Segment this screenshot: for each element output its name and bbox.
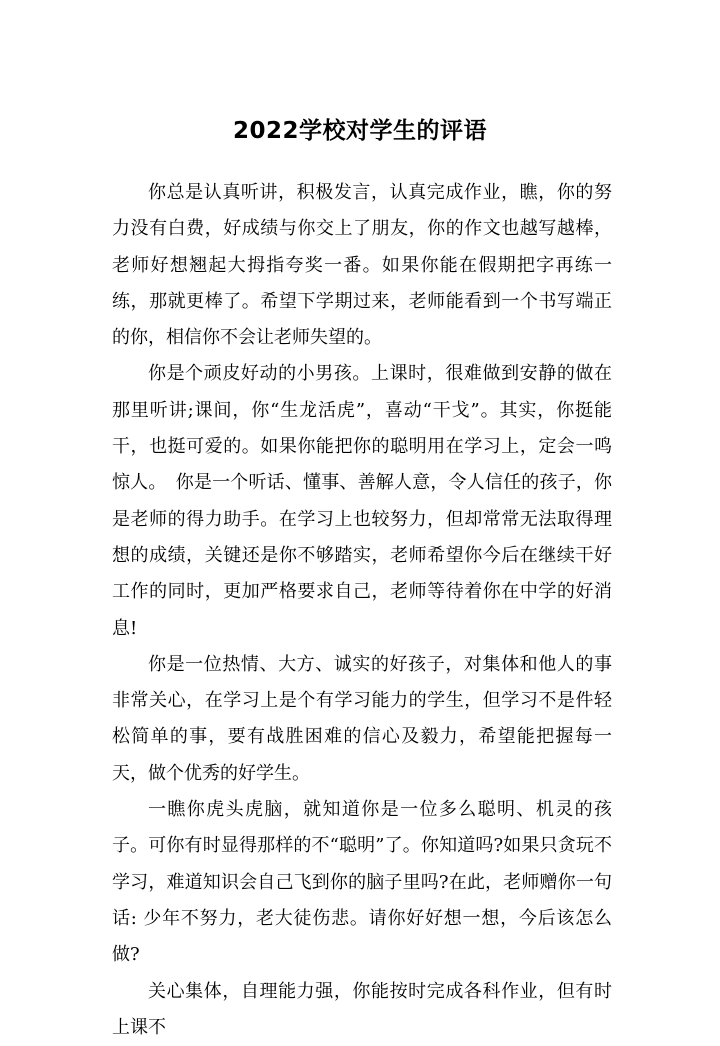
paragraph-1: 你总是认真听讲，积极发言，认真完成作业，瞧，你的努力没有白费，好成绩与你交上了朋友，你的作文也越写越棒，老师好想翘起大拇指夸奖一番。如果你能在假期把字再练一练，那就更棒了。希望下学期过来，老师能看到一个书写端正的你，相信你不会让老师失望的。 [112,182,612,349]
paragraph-2 [112,356,612,646]
document-body [112,175,612,1046]
paragraph-5: 关心集体，自理能力强，你能按时完成各科作业，但有时上课不 [112,980,612,1038]
paragraph-4: 一瞧你虎头虎脑，就知道你是一位多么聪明、机灵的孩子。可你有时显得那样的不“聪明”了。你知道吗?如果只贪玩不学习，难道知识会自己飞到你的脑子里吗?在此，老师赠你一句话: 少年不努力，老大徒伤悲。请你好好想一想，今后该怎么做? [112,799,612,966]
paragraph-2-continuation: 你是一个听话、懂事、善解人意，令人信任的孩子，你是老师的得力助手。在学习上也较努力，但却常常无法取得理想的成绩，关键还是你不够踏实，老师希望你今后在继续干好工作的同时，更加严格要求自己，老师等待着你在中学的好消息! [112,472,613,639]
paragraph-3: 你是一位热情、大方、诚实的好孩子，对集体和他人的事非常关心，在学习上是个有学习能力的学生，但学习不是件轻松简单的事，要有战胜困难的信心及毅力，希望能把握每一天，做个优秀的好学生。 [112,653,612,784]
paragraph-2-text: 你是个顽皮好动的小男孩。上课时，很难做到安静的做在那里听讲;课间，你“生龙活虎”，喜动“干戈”。其实，你挺能干，也挺可爱的。如果你能把你的聪明用在学习上，定会一鸣惊人。 [112,363,612,494]
document-title: 2022学校对学生的评语 [232,118,487,144]
